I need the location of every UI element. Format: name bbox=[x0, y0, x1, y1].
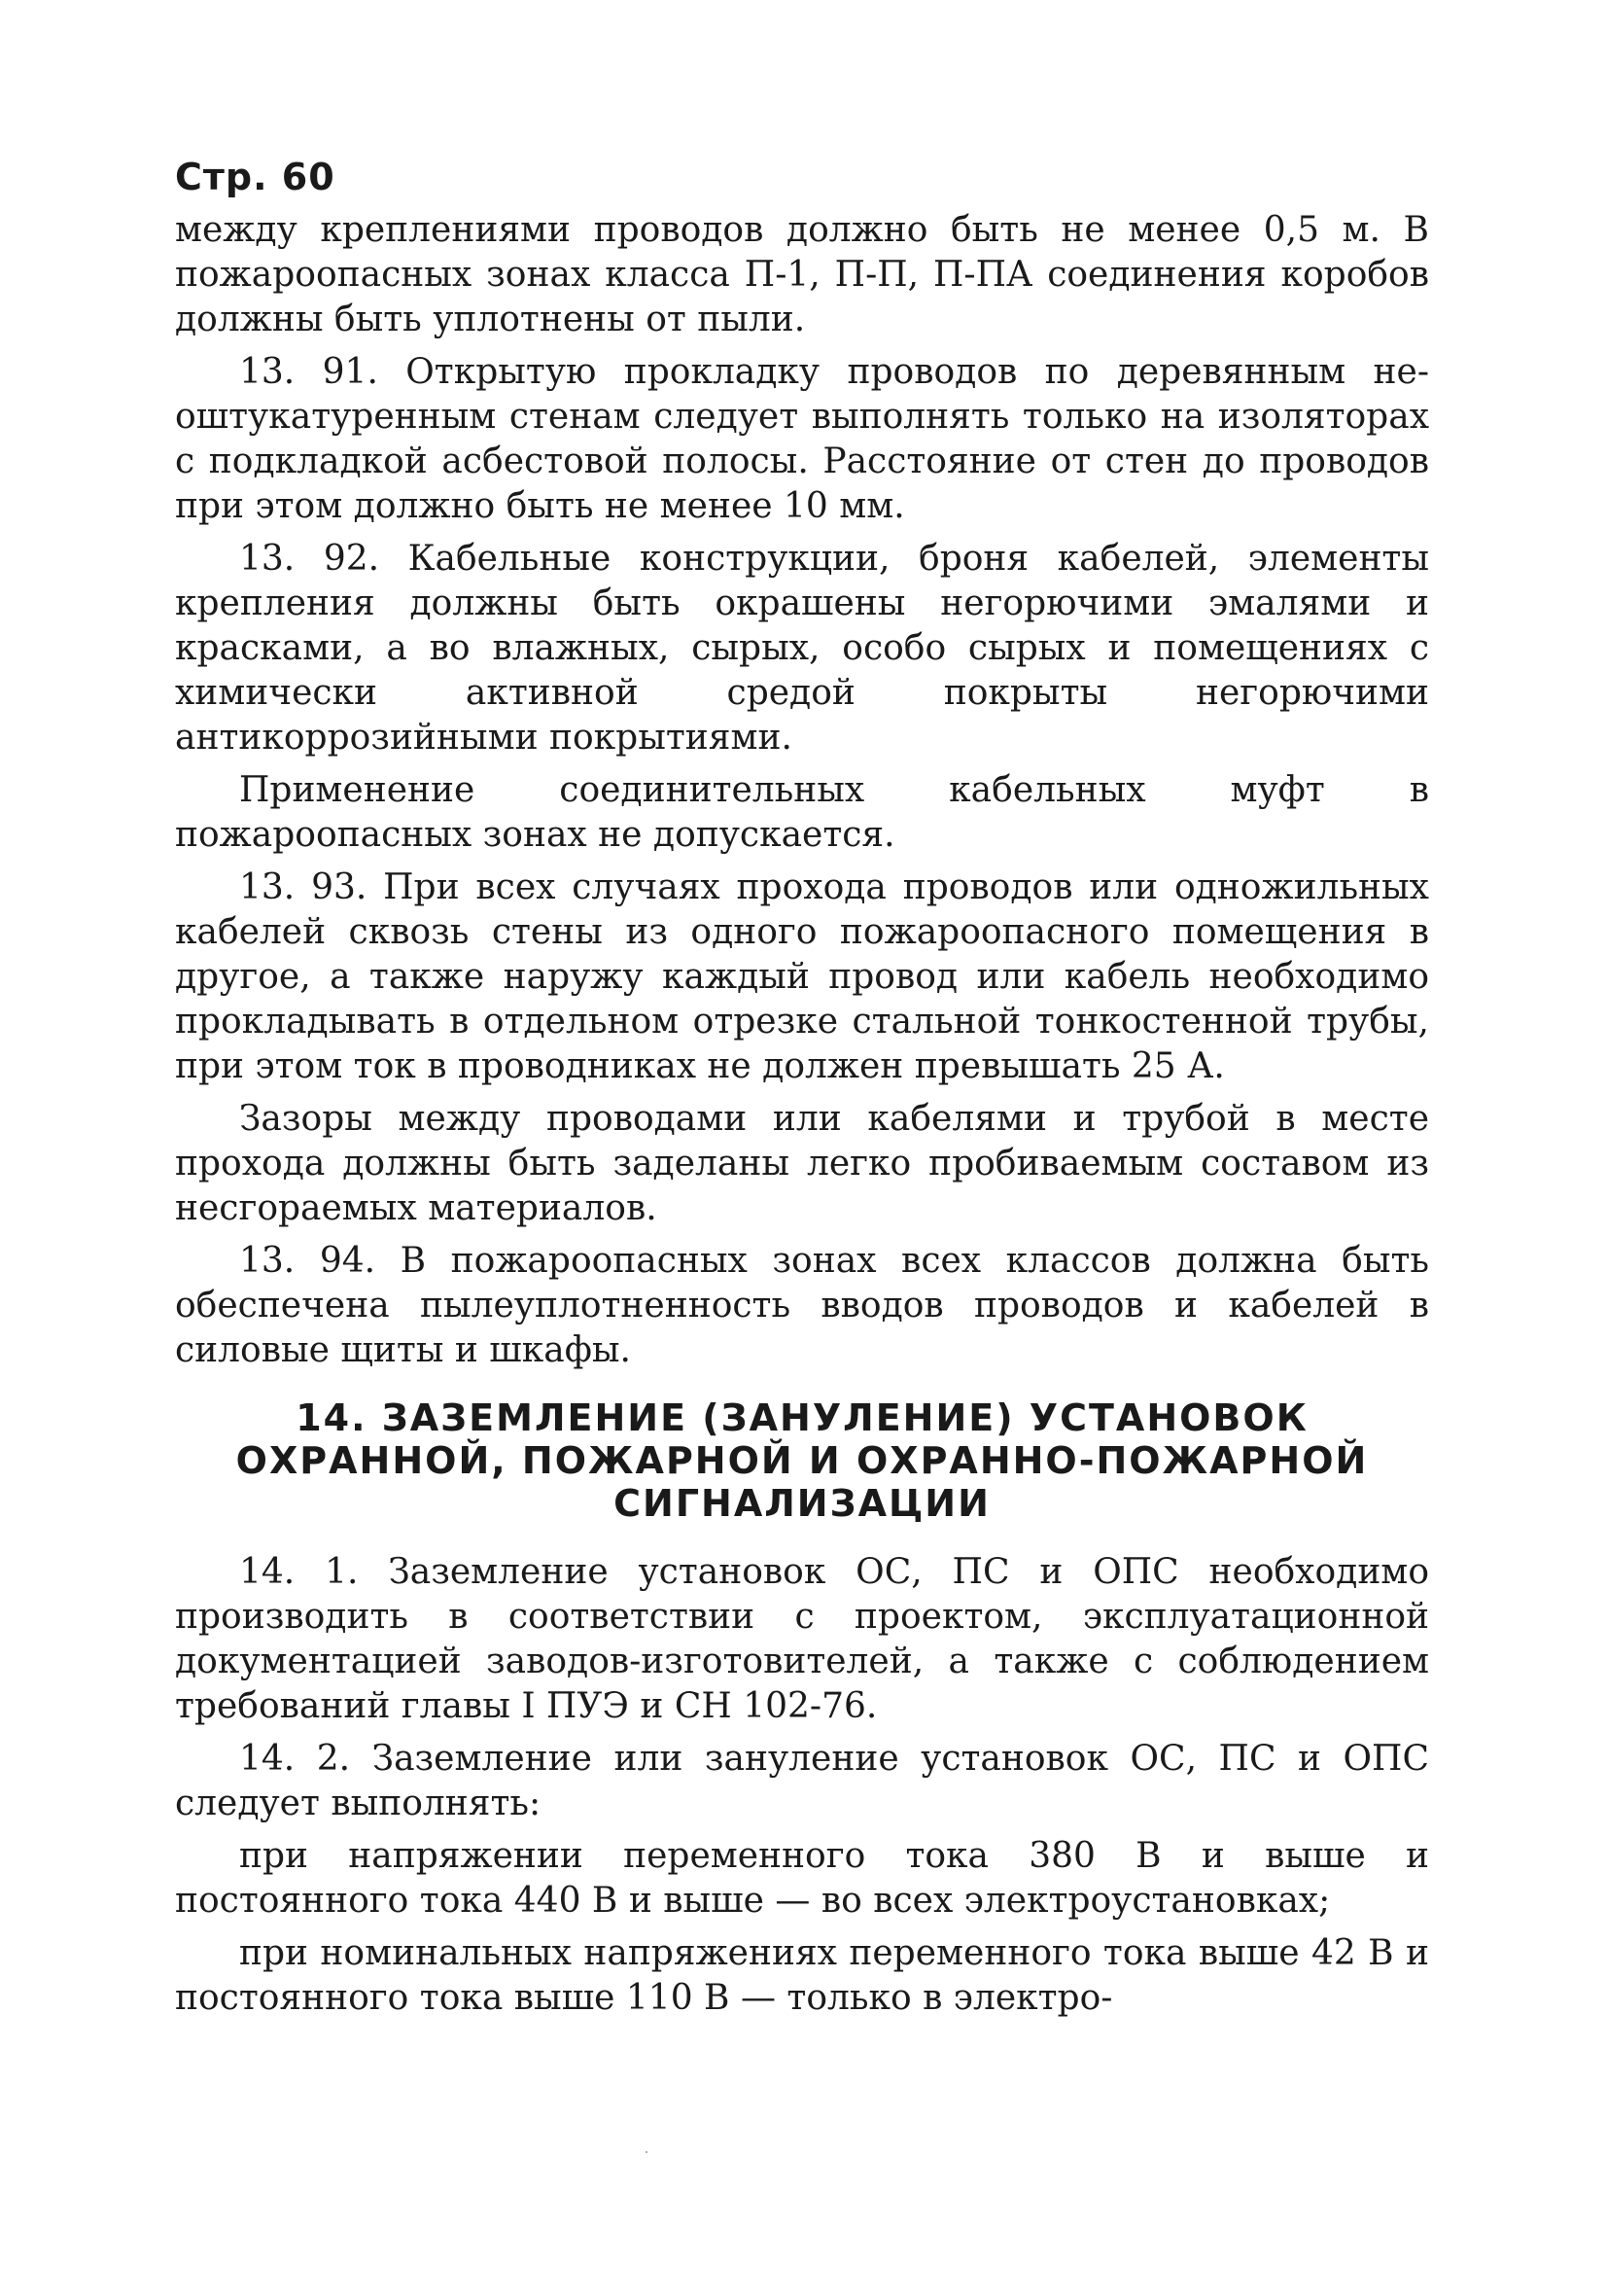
paragraph-13-93: 13. 93. При всех случаях прохода проводов или одножильных кабелей сквозь стены из одного пожароопасного помещения в другое, а также наружу каждый провод или кабель необходимо прокладывать в отдельном отрезке стальной тонкостенной трубы, при этом ток в проводниках не должен превышать 25 А. bbox=[175, 867, 1429, 1086]
paragraph-14-1: 14. 1. Заземление установок ОС, ПС и ОПС необходимо производить в соответствии с проектом, эксплуатационной документацией заводов-изготовителей, а также с соблюдением требований главы I ПУЭ и СН 102-76. bbox=[175, 1552, 1429, 1726]
paragraph-13-92: 13. 92. Кабельные конструкции, броня кабелей, элементы крепления должны быть окрашены негорючими эмалями и красками, а во влажных, сырых, особо сырых и помещениях с химически активной средой покрыты негорючими антикоррозийными покрытиями. bbox=[175, 539, 1429, 758]
bottom-text-block bbox=[175, 1550, 1429, 2021]
section-heading-line-1: 14. ЗАЗЕМЛЕНИЕ (ЗАНУЛЕНИЕ) УСТАНОВОК bbox=[296, 1396, 1309, 1439]
top-text-block bbox=[175, 208, 1429, 1373]
scan-artifact bbox=[646, 2151, 647, 2153]
section-heading bbox=[175, 1396, 1429, 1525]
page-number: Стр. 60 bbox=[175, 156, 335, 198]
paragraph-13-94: 13. 94. В пожароопасных зонах всех классов должна быть обеспечена пылеуплотненность вводов проводов и кабелей в силовые щиты и шкафы. bbox=[175, 1241, 1429, 1370]
document-page bbox=[175, 156, 1429, 2029]
section-heading-line-2: ОХРАННОЙ, ПОЖАРНОЙ И ОХРАННО-ПОЖАРНОЙ bbox=[235, 1439, 1369, 1482]
paragraph-couplings: Применение соединительных кабельных муфт в пожароопасных зонах не допускается. bbox=[175, 770, 1429, 855]
section-heading-line-3: СИГНАЛИЗАЦИИ bbox=[613, 1482, 991, 1525]
paragraph-continuation: между креплениями проводов должно быть не менее 0,5 м. В пожароопасных зонах класса П-1, П-П, П-ПА соединения коробов должны быть уплотнены от пыли. bbox=[175, 210, 1429, 339]
paragraph-13-91: 13. 91. Открытую прокладку проводов по деревянным не-оштукатуренным стенам следует выполнять только на изоляторах с подкладкой асбестовой полосы. Расстояние от стен до проводов при этом должно быть не менее 10 мм. bbox=[175, 352, 1429, 526]
paragraph-voltage-42: при номинальных напряжениях переменного тока выше 42 В и постоянного тока выше 110 В — только в электро- bbox=[175, 1933, 1429, 2018]
paragraph-gaps: Зазоры между проводами или кабелями и трубой в месте прохода должны быть заделаны легко пробиваемым составом из несгораемых материалов. bbox=[175, 1099, 1429, 1228]
paragraph-voltage-380: при напряжении переменного тока 380 В и выше и постоянного тока 440 В и выше — во всех электроустановках; bbox=[175, 1836, 1429, 1921]
paragraph-14-2: 14. 2. Заземление или зануление установок ОС, ПС и ОПС следует выполнять: bbox=[175, 1739, 1429, 1823]
